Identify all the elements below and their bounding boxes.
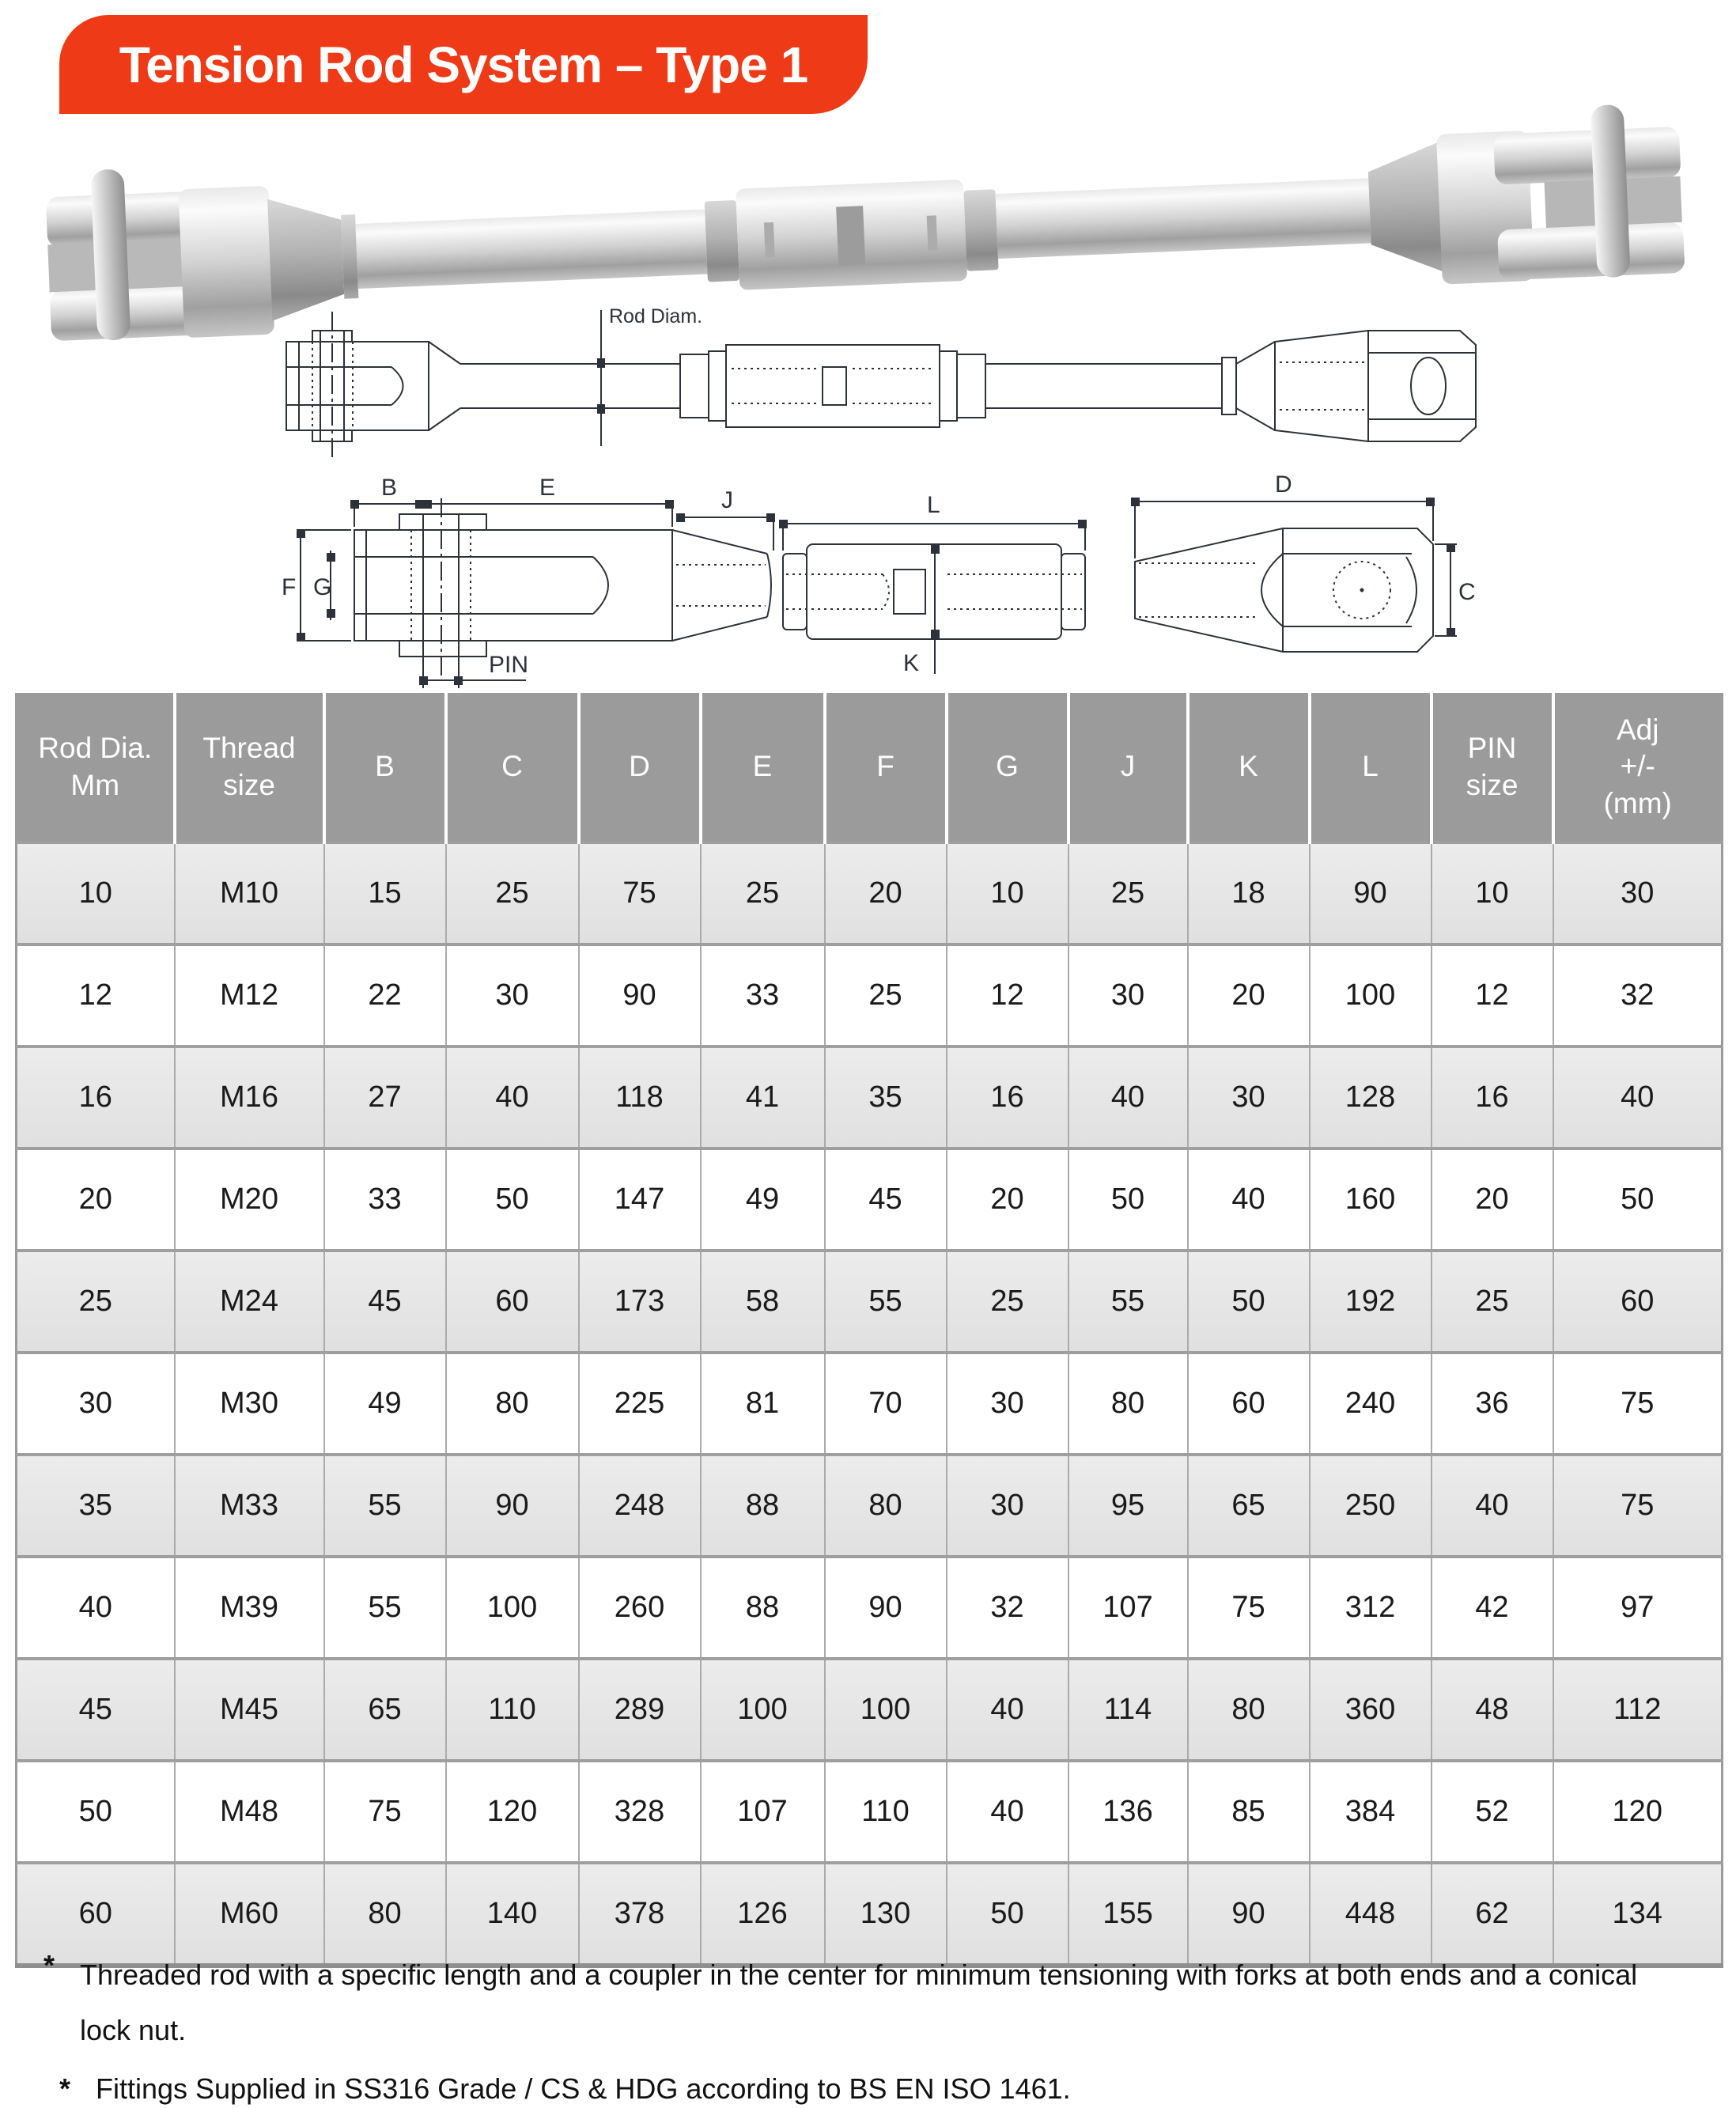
- table-cell: 30: [947, 1455, 1068, 1557]
- table-cell: 60: [446, 1251, 579, 1353]
- table-cell: 65: [1188, 1455, 1310, 1557]
- table-cell: 130: [825, 1863, 947, 1966]
- footnotes: [43, 1947, 1673, 2108]
- table-cell: 55: [1068, 1251, 1188, 1353]
- footnote-text: Fittings Supplied in SS316 Grade / CS & HDG according to BS EN ISO 1461.: [96, 2072, 1071, 2106]
- table-cell: 75: [1188, 1557, 1310, 1659]
- table-cell: 75: [1553, 1455, 1723, 1557]
- table-cell: 49: [701, 1149, 825, 1251]
- detail-drawings: [261, 468, 1476, 706]
- table-cell: 50: [446, 1149, 579, 1251]
- table-cell: 45: [825, 1149, 947, 1251]
- table-cell: 192: [1310, 1251, 1432, 1353]
- column-header: B: [324, 693, 446, 842]
- table-cell: 35: [17, 1455, 175, 1557]
- table-cell: 160: [1310, 1149, 1432, 1251]
- table-cell: 55: [324, 1557, 446, 1659]
- dim-e-label: E: [539, 475, 556, 501]
- spec-table-body: [17, 842, 1723, 1966]
- table-cell: 90: [1188, 1863, 1310, 1966]
- table-cell: 90: [1310, 842, 1432, 944]
- table-cell: 250: [1310, 1455, 1432, 1557]
- table-row: [17, 1455, 1723, 1557]
- table-cell: 32: [1553, 944, 1723, 1046]
- table-cell: 248: [579, 1455, 701, 1557]
- table-cell: 110: [825, 1761, 947, 1863]
- dim-f-label: F: [282, 574, 297, 600]
- coupler-detail: [780, 492, 1086, 676]
- column-header: D: [579, 693, 701, 842]
- dim-pin-label: PIN: [489, 652, 529, 678]
- table-cell: 312: [1310, 1557, 1432, 1659]
- table-cell: 25: [947, 1251, 1068, 1353]
- table-cell: 80: [825, 1455, 947, 1557]
- table-cell: 90: [579, 944, 701, 1046]
- title-banner: [59, 15, 868, 114]
- table-cell: 49: [324, 1353, 446, 1455]
- table-cell: 30: [1553, 842, 1723, 944]
- table-cell: 20: [947, 1149, 1068, 1251]
- table-cell: 448: [1310, 1863, 1432, 1966]
- table-cell: 45: [324, 1251, 446, 1353]
- table-row: [17, 1251, 1723, 1353]
- table-row: [17, 944, 1723, 1046]
- table-cell: 107: [701, 1761, 825, 1863]
- table-cell: 75: [324, 1761, 446, 1863]
- table-cell: 70: [825, 1353, 947, 1455]
- table-cell: 80: [324, 1863, 446, 1966]
- table-cell: 10: [17, 842, 175, 944]
- table-cell: 40: [947, 1659, 1068, 1761]
- fork-front-detail: [282, 475, 774, 688]
- table-cell: 55: [324, 1455, 446, 1557]
- table-cell: 136: [1068, 1761, 1188, 1863]
- table-cell: 15: [324, 842, 446, 944]
- table-row: [17, 842, 1723, 944]
- column-header: PIN size: [1432, 693, 1553, 842]
- table-cell: 35: [825, 1046, 947, 1149]
- dim-k-label: K: [903, 650, 920, 676]
- table-cell: 30: [1068, 944, 1188, 1046]
- table-cell: 18: [1188, 842, 1310, 944]
- table-cell: 40: [446, 1046, 579, 1149]
- column-header: L: [1310, 693, 1432, 842]
- table-cell: 50: [1188, 1251, 1310, 1353]
- table-cell: 65: [324, 1659, 446, 1761]
- table-cell: 30: [1188, 1046, 1310, 1149]
- table-cell: 16: [947, 1046, 1068, 1149]
- table-cell: 55: [825, 1251, 947, 1353]
- table-cell: 155: [1068, 1863, 1188, 1966]
- dim-g-label: G: [313, 574, 332, 600]
- table-row: [17, 1353, 1723, 1455]
- table-cell: 140: [446, 1863, 579, 1966]
- table-cell: 225: [579, 1353, 701, 1455]
- table-cell: 85: [1188, 1761, 1310, 1863]
- table-cell: M12: [175, 944, 324, 1046]
- table-cell: 36: [1432, 1353, 1553, 1455]
- rod-diam-label: Rod Diam.: [609, 305, 703, 327]
- table-cell: 33: [701, 944, 825, 1046]
- table-cell: 88: [701, 1557, 825, 1659]
- table-cell: 25: [1432, 1251, 1553, 1353]
- table-row: [17, 1659, 1723, 1761]
- table-cell: 60: [1188, 1353, 1310, 1455]
- product-photo: [24, 117, 1712, 329]
- table-cell: 12: [947, 944, 1068, 1046]
- column-header: Adj +/- (mm): [1553, 693, 1723, 842]
- table-cell: 50: [947, 1863, 1068, 1966]
- table-cell: 384: [1310, 1761, 1432, 1863]
- table-cell: M24: [175, 1251, 324, 1353]
- table-cell: M48: [175, 1761, 324, 1863]
- table-cell: 126: [701, 1863, 825, 1966]
- table-cell: 40: [1432, 1455, 1553, 1557]
- table-cell: 62: [1432, 1863, 1553, 1966]
- table-cell: 22: [324, 944, 446, 1046]
- table-cell: 16: [1432, 1046, 1553, 1149]
- table-cell: 25: [446, 842, 579, 944]
- table-cell: 360: [1310, 1659, 1432, 1761]
- dim-c-label: C: [1458, 579, 1476, 605]
- table-cell: 25: [1068, 842, 1188, 944]
- asterisk-marker: *: [43, 1949, 55, 1981]
- table-cell: M39: [175, 1557, 324, 1659]
- page-title: Tension Rod System – Type 1: [119, 36, 808, 93]
- table-row: [17, 1557, 1723, 1659]
- table-cell: 58: [701, 1251, 825, 1353]
- table-cell: 12: [1432, 944, 1553, 1046]
- table-cell: 32: [947, 1557, 1068, 1659]
- column-header: G: [947, 693, 1068, 842]
- table-cell: 20: [1432, 1149, 1553, 1251]
- table-cell: 107: [1068, 1557, 1188, 1659]
- table-cell: 80: [1188, 1659, 1310, 1761]
- table-cell: M30: [175, 1353, 324, 1455]
- table-cell: M45: [175, 1659, 324, 1761]
- table-cell: 120: [1553, 1761, 1723, 1863]
- table-cell: 378: [579, 1863, 701, 1966]
- column-header: F: [825, 693, 947, 842]
- table-cell: 25: [825, 944, 947, 1046]
- table-cell: 112: [1553, 1659, 1723, 1761]
- table-cell: 10: [1432, 842, 1553, 944]
- table-cell: 100: [1310, 944, 1432, 1046]
- table-cell: 40: [17, 1557, 175, 1659]
- table-row: [17, 1149, 1723, 1251]
- table-cell: 147: [579, 1149, 701, 1251]
- table-cell: 50: [1553, 1149, 1723, 1251]
- table-cell: 97: [1553, 1557, 1723, 1659]
- table-cell: 40: [947, 1761, 1068, 1863]
- table-cell: 100: [701, 1659, 825, 1761]
- table-cell: M20: [175, 1149, 324, 1251]
- table-cell: 25: [701, 842, 825, 944]
- table-cell: 134: [1553, 1863, 1723, 1966]
- table-cell: 110: [446, 1659, 579, 1761]
- table-cell: 114: [1068, 1659, 1188, 1761]
- table-cell: 60: [17, 1863, 175, 1966]
- table-cell: 173: [579, 1251, 701, 1353]
- table-cell: 88: [701, 1455, 825, 1557]
- dim-l-label: L: [927, 492, 940, 518]
- table-cell: 80: [1068, 1353, 1188, 1455]
- column-header: Thread size: [175, 693, 324, 842]
- table-cell: M33: [175, 1455, 324, 1557]
- table-cell: 90: [825, 1557, 947, 1659]
- column-header: C: [446, 693, 579, 842]
- table-cell: 90: [446, 1455, 579, 1557]
- table-cell: 27: [324, 1046, 446, 1149]
- table-cell: 260: [579, 1557, 701, 1659]
- dim-b-label: B: [381, 475, 398, 501]
- footnote-text: Threaded rod with a specific length and a coupler in the center for minimum tensioning with forks at both ends and a conical lock nut.: [80, 1959, 1638, 2047]
- table-cell: 120: [446, 1761, 579, 1863]
- table-cell: 40: [1068, 1046, 1188, 1149]
- dim-d-label: D: [1275, 471, 1292, 498]
- table-cell: 118: [579, 1046, 701, 1149]
- table-row: [17, 1761, 1723, 1863]
- spec-table-header-row: [17, 693, 1723, 842]
- table-cell: 25: [17, 1251, 175, 1353]
- table-cell: 100: [825, 1659, 947, 1761]
- table-cell: 40: [1188, 1149, 1310, 1251]
- table-cell: 16: [17, 1046, 175, 1149]
- table-cell: 240: [1310, 1353, 1432, 1455]
- spec-table: [15, 693, 1723, 1968]
- table-cell: 80: [446, 1353, 579, 1455]
- table-cell: 41: [701, 1046, 825, 1149]
- footnote-2: [59, 2071, 1673, 2108]
- table-cell: 48: [1432, 1659, 1553, 1761]
- asterisk-marker: *: [59, 2072, 71, 2106]
- table-cell: 328: [579, 1761, 701, 1863]
- dim-j-label: J: [721, 487, 733, 513]
- table-cell: 60: [1553, 1251, 1723, 1353]
- table-row: [17, 1046, 1723, 1149]
- table-cell: 75: [579, 842, 701, 944]
- table-cell: 20: [17, 1149, 175, 1251]
- column-header: J: [1068, 693, 1188, 842]
- table-cell: 30: [17, 1353, 175, 1455]
- table-cell: 100: [446, 1557, 579, 1659]
- table-cell: 128: [1310, 1046, 1432, 1149]
- table-cell: 10: [947, 842, 1068, 944]
- footnote-1: [43, 1947, 1673, 2058]
- table-cell: 33: [324, 1149, 446, 1251]
- table-cell: M60: [175, 1863, 324, 1966]
- table-cell: 52: [1432, 1761, 1553, 1863]
- table-cell: 20: [1188, 944, 1310, 1046]
- table-cell: M16: [175, 1046, 324, 1149]
- table-cell: 75: [1553, 1353, 1723, 1455]
- table-cell: 30: [947, 1353, 1068, 1455]
- fork-side-detail: [1132, 471, 1476, 652]
- table-cell: 42: [1432, 1557, 1553, 1659]
- table-cell: 95: [1068, 1455, 1188, 1557]
- assembly-drawing: [237, 307, 1503, 469]
- table-cell: 81: [701, 1353, 825, 1455]
- table-cell: 45: [17, 1659, 175, 1761]
- table-cell: M10: [175, 842, 324, 944]
- table-cell: 289: [579, 1659, 701, 1761]
- table-cell: 50: [1068, 1149, 1188, 1251]
- table-cell: 50: [17, 1761, 175, 1863]
- column-header: K: [1188, 693, 1310, 842]
- column-header: Rod Dia. Mm: [17, 693, 175, 842]
- column-header: E: [701, 693, 825, 842]
- table-cell: 12: [17, 944, 175, 1046]
- table-cell: 20: [825, 842, 947, 944]
- table-cell: 30: [446, 944, 579, 1046]
- table-cell: 40: [1553, 1046, 1723, 1149]
